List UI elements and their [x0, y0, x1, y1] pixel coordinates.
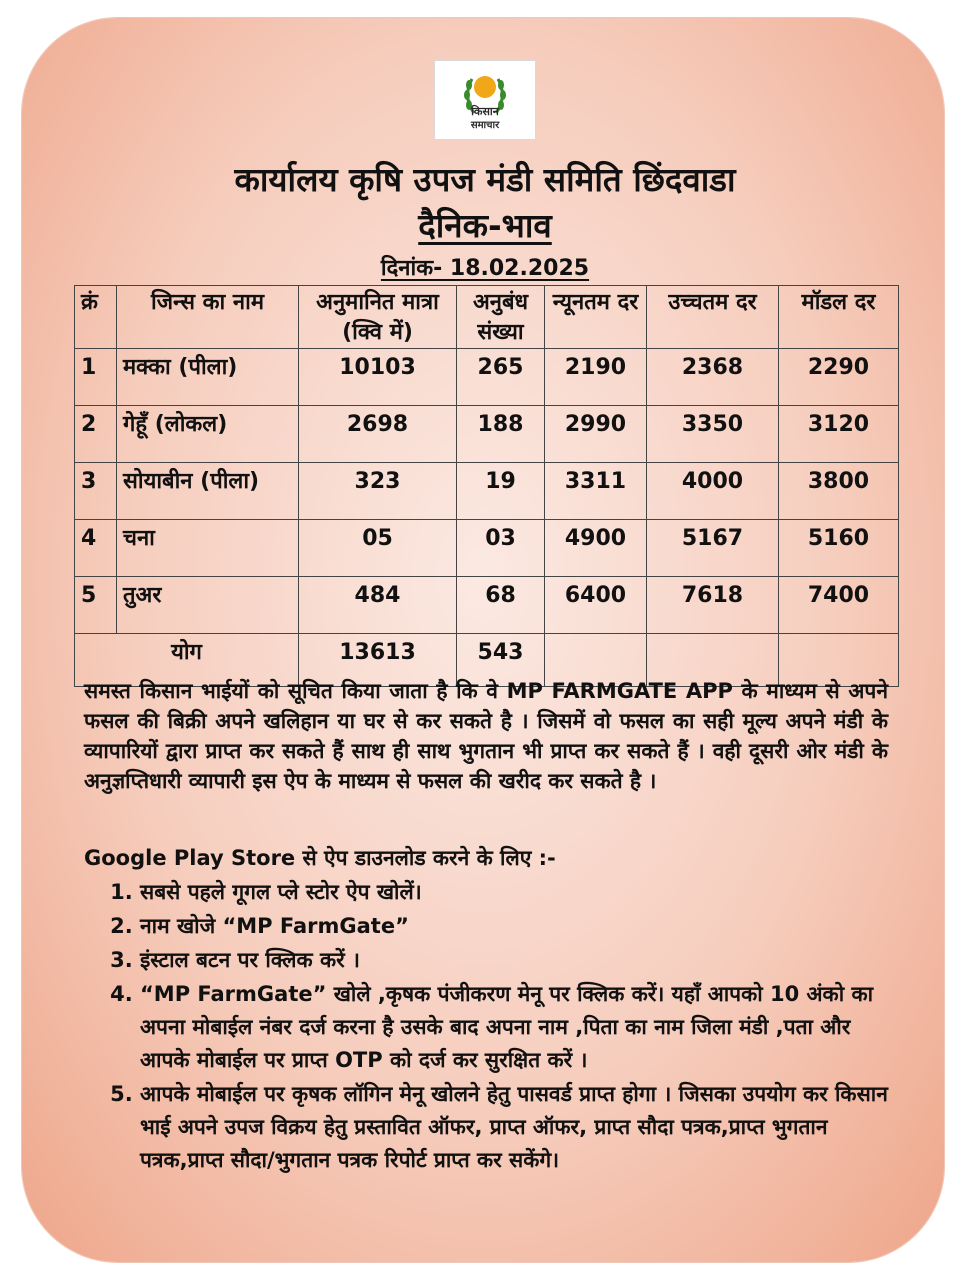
table-header-row	[75, 286, 899, 349]
cell-min: 6400	[545, 577, 647, 634]
cell-min: 3311	[545, 463, 647, 520]
table-row	[75, 349, 899, 406]
cell-name: चना	[117, 520, 299, 577]
cell-sr: 3	[75, 463, 117, 520]
header-qty: अनुमानित मात्रा (क्वि में)	[299, 286, 457, 349]
total-label: योग	[75, 634, 299, 687]
cell-qty: 05	[299, 520, 457, 577]
cell-sr: 2	[75, 406, 117, 463]
total-qty: 13613	[299, 634, 457, 687]
cell-modal: 5160	[779, 520, 899, 577]
cell-min: 2190	[545, 349, 647, 406]
cell-contracts: 19	[457, 463, 545, 520]
cell-modal: 3800	[779, 463, 899, 520]
date-text: दिनांक- 18.02.2025	[380, 256, 590, 281]
list-item: 5. आपके मोबाईल पर कृषक लॉगिन मेनू खोलने हेतु पासवर्ड प्राप्त होगा । जिसका उपयोग कर किसान भाई अपने उपज विक्रय हेतु प्रस्तावित ऑफर, प्राप्त ऑफर, प्राप्त सौदा पत्रक,प्राप्त भुगतान पत्रक,प्राप्त सौदा/भुगतान पत्रक रिपोर्ट प्राप्त कर सकेंगे।	[140, 1078, 890, 1177]
cell-contracts: 265	[457, 349, 545, 406]
notice-paragraph: समस्त किसान भाईयों को सूचित किया जाता है कि वे MP FARMGATE APP के माध्यम से अपने फसल की बिक्री अपने खलिहान या घर से कर सकते है । जिसमें वो फसल का सही मूल्य अपने मंडी के व्यापारियों द्वारा प्राप्त कर सकते हैं साथ ही साथ भुगतान भी प्राप्त कर सकते हैं । वही दूसरी ओर मंडी के अनुज्ञप्तिधारी व्यापारी इस ऐप के माध्यम से फसल की खरीद कर सकते है ।	[84, 679, 888, 793]
subtitle	[60, 204, 910, 248]
instructions-list	[84, 876, 890, 1178]
cell-contracts: 188	[457, 406, 545, 463]
cell-modal: 3120	[779, 406, 899, 463]
cell-sr: 1	[75, 349, 117, 406]
cell-qty: 323	[299, 463, 457, 520]
instructions-heading: Google Play Store से ऐप डाउनलोड करने के लिए :-	[84, 846, 556, 870]
cell-contracts: 03	[457, 520, 545, 577]
table-row	[75, 463, 899, 520]
cell-max: 4000	[647, 463, 779, 520]
cell-min: 4900	[545, 520, 647, 577]
cell-qty: 2698	[299, 406, 457, 463]
table-row	[75, 577, 899, 634]
date-label	[60, 254, 910, 284]
cell-sr: 4	[75, 520, 117, 577]
list-item: 4. “MP FarmGate” खोले ,कृषक पंजीकरण मेनू पर क्लिक करें। यहाँ आपको 10 अंको का अपना मोबाईल नंबर दर्ज करना है उसके बाद अपना नाम ,पिता का नाम जिला मंडी ,पता और आपके मोबाईल पर प्राप्त OTP को दर्ज कर सुरक्षित करें ।	[140, 978, 890, 1077]
list-item: 3. इंस्टाल बटन पर क्लिक करें ।	[140, 944, 890, 977]
header-modal: मॉडल दर	[779, 286, 899, 349]
cell-max: 3350	[647, 406, 779, 463]
cell-max: 5167	[647, 520, 779, 577]
cell-max: 2368	[647, 349, 779, 406]
cell-modal: 7400	[779, 577, 899, 634]
table-row	[75, 520, 899, 577]
wheat-wreath-sun-icon	[442, 65, 528, 135]
table-row	[75, 406, 899, 463]
cell-qty: 484	[299, 577, 457, 634]
header-sr: क्रं	[75, 286, 117, 349]
header-contracts: अनुबंध संख्या	[457, 286, 545, 349]
list-item: 1. सबसे पहले गूगल प्ले स्टोर ऐप खोलें।	[140, 876, 890, 909]
cell-qty: 10103	[299, 349, 457, 406]
rates-table	[74, 285, 899, 687]
cell-max: 7618	[647, 577, 779, 634]
cell-contracts: 68	[457, 577, 545, 634]
logo-line2: समाचार	[470, 120, 500, 131]
total-contracts: 543	[457, 634, 545, 687]
header-min: न्यूनतम दर	[545, 286, 647, 349]
cell-name: मक्का (पीला)	[117, 349, 299, 406]
header-max: उच्चतम दर	[647, 286, 779, 349]
cell-modal: 2290	[779, 349, 899, 406]
list-item: 2. नाम खोजे “MP FarmGate”	[140, 910, 890, 943]
cell-min: 2990	[545, 406, 647, 463]
cell-sr: 5	[75, 577, 117, 634]
office-title: कार्यालय कृषि उपज मंडी समिति छिंदवाडा	[234, 160, 736, 199]
kisan-samachar-logo	[434, 60, 536, 140]
cell-name: सोयाबीन (पीला)	[117, 463, 299, 520]
cell-name: तुअर	[117, 577, 299, 634]
header-name: जिन्स का नाम	[117, 286, 299, 349]
cell-name: गेहूँ (लोकल)	[117, 406, 299, 463]
logo-line1: किसान	[471, 105, 499, 118]
subtitle-text: दैनिक-भाव	[418, 206, 552, 245]
